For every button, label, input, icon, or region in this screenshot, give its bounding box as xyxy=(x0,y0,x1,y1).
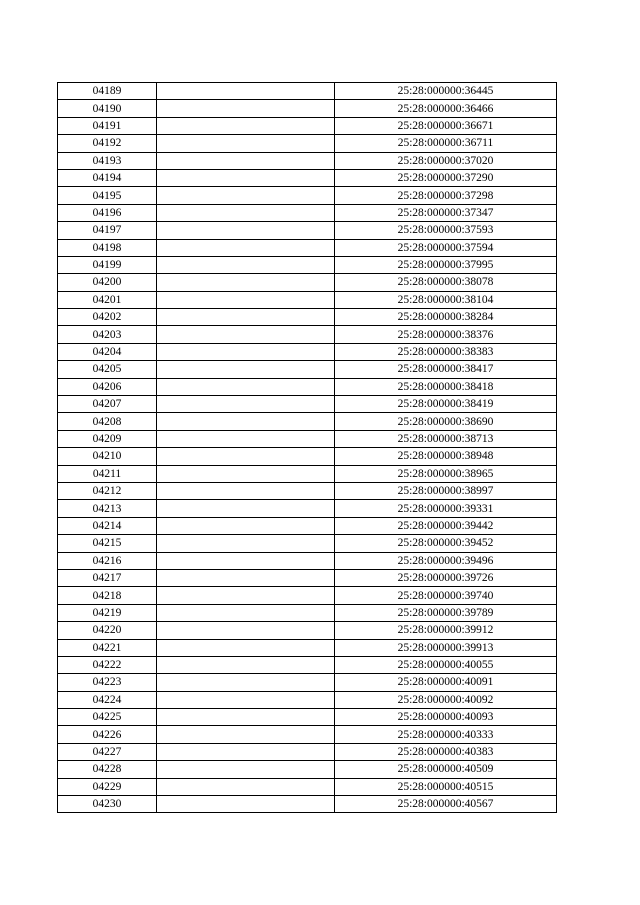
cadastral-number-cell: 25:28:000000:38419 xyxy=(335,396,557,413)
cadastral-number-cell: 25:28:000000:39913 xyxy=(335,639,557,656)
cadastral-number-cell: 25:28:000000:37298 xyxy=(335,187,557,204)
table-row xyxy=(58,761,557,778)
cadastral-number-cell: 25:28:000000:38104 xyxy=(335,291,557,308)
cadastral-number-cell: 25:28:000000:38690 xyxy=(335,413,557,430)
table-row xyxy=(58,187,557,204)
cadastral-number-cell: 25:28:000000:39496 xyxy=(335,552,557,569)
cadastral-number-cell: 25:28:000000:37594 xyxy=(335,239,557,256)
row-number-cell: 04199 xyxy=(58,256,157,273)
cadastral-number-cell: 25:28:000000:36445 xyxy=(335,83,557,100)
name-cell xyxy=(157,448,335,465)
row-number-cell: 04193 xyxy=(58,152,157,169)
table-row xyxy=(58,83,557,100)
table-row xyxy=(58,778,557,795)
row-number-cell: 04205 xyxy=(58,361,157,378)
cadastral-number-cell: 25:28:000000:40567 xyxy=(335,796,557,813)
cadastral-number-cell: 25:28:000000:39442 xyxy=(335,517,557,534)
cadastral-number-cell: 25:28:000000:37593 xyxy=(335,222,557,239)
row-number-cell: 04208 xyxy=(58,413,157,430)
row-number-cell: 04192 xyxy=(58,135,157,152)
row-number-cell: 04206 xyxy=(58,378,157,395)
table-row xyxy=(58,169,557,186)
row-number-cell: 04194 xyxy=(58,169,157,186)
table-row xyxy=(58,656,557,673)
table-row xyxy=(58,117,557,134)
name-cell xyxy=(157,691,335,708)
cadastral-number-cell: 25:28:000000:37020 xyxy=(335,152,557,169)
name-cell xyxy=(157,709,335,726)
row-number-cell: 04213 xyxy=(58,500,157,517)
row-number-cell: 04212 xyxy=(58,482,157,499)
table-row xyxy=(58,135,557,152)
cadastral-number-cell: 25:28:000000:40093 xyxy=(335,709,557,726)
cadastral-number-cell: 25:28:000000:36671 xyxy=(335,117,557,134)
name-cell xyxy=(157,343,335,360)
name-cell xyxy=(157,169,335,186)
table-row xyxy=(58,465,557,482)
cadastral-number-cell: 25:28:000000:40333 xyxy=(335,726,557,743)
row-number-cell: 04190 xyxy=(58,100,157,117)
table-row xyxy=(58,204,557,221)
row-number-cell: 04230 xyxy=(58,796,157,813)
table-row xyxy=(58,569,557,586)
row-number-cell: 04198 xyxy=(58,239,157,256)
table-row xyxy=(58,222,557,239)
table-row xyxy=(58,796,557,813)
cadastral-number-cell: 25:28:000000:39912 xyxy=(335,622,557,639)
name-cell xyxy=(157,187,335,204)
row-number-cell: 04216 xyxy=(58,552,157,569)
row-number-cell: 04195 xyxy=(58,187,157,204)
name-cell xyxy=(157,100,335,117)
table-row xyxy=(58,743,557,760)
table-row xyxy=(58,482,557,499)
name-cell xyxy=(157,117,335,134)
row-number-cell: 04211 xyxy=(58,465,157,482)
cadastral-number-cell: 25:28:000000:38417 xyxy=(335,361,557,378)
row-number-cell: 04218 xyxy=(58,587,157,604)
row-number-cell: 04210 xyxy=(58,448,157,465)
cadastral-number-cell: 25:28:000000:38376 xyxy=(335,326,557,343)
name-cell xyxy=(157,256,335,273)
row-number-cell: 04219 xyxy=(58,604,157,621)
cadastral-number-cell: 25:28:000000:38418 xyxy=(335,378,557,395)
cadastral-number-cell: 25:28:000000:40092 xyxy=(335,691,557,708)
name-cell xyxy=(157,326,335,343)
name-cell xyxy=(157,465,335,482)
table-row xyxy=(58,430,557,447)
row-number-cell: 04203 xyxy=(58,326,157,343)
table-row xyxy=(58,274,557,291)
row-number-cell: 04225 xyxy=(58,709,157,726)
table-row xyxy=(58,378,557,395)
name-cell xyxy=(157,413,335,430)
cadastral-number-cell: 25:28:000000:37290 xyxy=(335,169,557,186)
row-number-cell: 04226 xyxy=(58,726,157,743)
name-cell xyxy=(157,517,335,534)
cadastral-number-cell: 25:28:000000:40509 xyxy=(335,761,557,778)
name-cell xyxy=(157,204,335,221)
name-cell xyxy=(157,396,335,413)
name-cell xyxy=(157,152,335,169)
row-number-cell: 04222 xyxy=(58,656,157,673)
row-number-cell: 04224 xyxy=(58,691,157,708)
row-number-cell: 04191 xyxy=(58,117,157,134)
table-row xyxy=(58,587,557,604)
table-row xyxy=(58,604,557,621)
row-number-cell: 04189 xyxy=(58,83,157,100)
cadastral-number-cell: 25:28:000000:38965 xyxy=(335,465,557,482)
name-cell xyxy=(157,639,335,656)
cadastral-number-cell: 25:28:000000:38078 xyxy=(335,274,557,291)
name-cell xyxy=(157,378,335,395)
row-number-cell: 04201 xyxy=(58,291,157,308)
table-row xyxy=(58,256,557,273)
cadastral-number-cell: 25:28:000000:39452 xyxy=(335,535,557,552)
name-cell xyxy=(157,796,335,813)
table-row xyxy=(58,622,557,639)
row-number-cell: 04196 xyxy=(58,204,157,221)
row-number-cell: 04217 xyxy=(58,569,157,586)
name-cell xyxy=(157,622,335,639)
row-number-cell: 04214 xyxy=(58,517,157,534)
name-cell xyxy=(157,535,335,552)
cadastral-number-cell: 25:28:000000:38997 xyxy=(335,482,557,499)
cadastral-number-cell: 25:28:000000:38713 xyxy=(335,430,557,447)
row-number-cell: 04215 xyxy=(58,535,157,552)
table-row xyxy=(58,639,557,656)
row-number-cell: 04200 xyxy=(58,274,157,291)
row-number-cell: 04207 xyxy=(58,396,157,413)
row-number-cell: 04229 xyxy=(58,778,157,795)
row-number-cell: 04223 xyxy=(58,674,157,691)
cadastral-number-cell: 25:28:000000:40383 xyxy=(335,743,557,760)
table-row xyxy=(58,535,557,552)
table-row xyxy=(58,309,557,326)
name-cell xyxy=(157,482,335,499)
row-number-cell: 04204 xyxy=(58,343,157,360)
table-row xyxy=(58,361,557,378)
table-row xyxy=(58,691,557,708)
table-row xyxy=(58,517,557,534)
name-cell xyxy=(157,500,335,517)
name-cell xyxy=(157,309,335,326)
name-cell xyxy=(157,291,335,308)
table-row xyxy=(58,152,557,169)
cadastral-number-cell: 25:28:000000:38383 xyxy=(335,343,557,360)
registry-table-body xyxy=(58,83,557,813)
cadastral-number-cell: 25:28:000000:40055 xyxy=(335,656,557,673)
table-row xyxy=(58,726,557,743)
name-cell xyxy=(157,674,335,691)
name-cell xyxy=(157,656,335,673)
table-row xyxy=(58,709,557,726)
name-cell xyxy=(157,83,335,100)
row-number-cell: 04221 xyxy=(58,639,157,656)
cadastral-number-cell: 25:28:000000:39789 xyxy=(335,604,557,621)
row-number-cell: 04202 xyxy=(58,309,157,326)
name-cell xyxy=(157,135,335,152)
name-cell xyxy=(157,569,335,586)
row-number-cell: 04209 xyxy=(58,430,157,447)
cadastral-number-cell: 25:28:000000:40091 xyxy=(335,674,557,691)
row-number-cell: 04228 xyxy=(58,761,157,778)
row-number-cell: 04220 xyxy=(58,622,157,639)
name-cell xyxy=(157,743,335,760)
name-cell xyxy=(157,778,335,795)
table-row xyxy=(58,326,557,343)
row-number-cell: 04227 xyxy=(58,743,157,760)
name-cell xyxy=(157,552,335,569)
table-row xyxy=(58,343,557,360)
cadastral-number-cell: 25:28:000000:38284 xyxy=(335,309,557,326)
table-row xyxy=(58,396,557,413)
cadastral-number-cell: 25:28:000000:39331 xyxy=(335,500,557,517)
name-cell xyxy=(157,726,335,743)
name-cell xyxy=(157,361,335,378)
name-cell xyxy=(157,587,335,604)
cadastral-number-cell: 25:28:000000:38948 xyxy=(335,448,557,465)
name-cell xyxy=(157,430,335,447)
name-cell xyxy=(157,239,335,256)
table-row xyxy=(58,291,557,308)
cadastral-number-cell: 25:28:000000:37995 xyxy=(335,256,557,273)
cadastral-number-cell: 25:28:000000:40515 xyxy=(335,778,557,795)
table-row xyxy=(58,239,557,256)
table-row xyxy=(58,413,557,430)
registry-table xyxy=(57,82,557,813)
name-cell xyxy=(157,274,335,291)
table-row xyxy=(58,500,557,517)
cadastral-number-cell: 25:28:000000:36466 xyxy=(335,100,557,117)
cadastral-number-cell: 25:28:000000:39740 xyxy=(335,587,557,604)
name-cell xyxy=(157,222,335,239)
table-row xyxy=(58,674,557,691)
row-number-cell: 04197 xyxy=(58,222,157,239)
cadastral-number-cell: 25:28:000000:39726 xyxy=(335,569,557,586)
cadastral-number-cell: 25:28:000000:37347 xyxy=(335,204,557,221)
table-row xyxy=(58,100,557,117)
table-row xyxy=(58,448,557,465)
table-row xyxy=(58,552,557,569)
cadastral-number-cell: 25:28:000000:36711 xyxy=(335,135,557,152)
name-cell xyxy=(157,761,335,778)
name-cell xyxy=(157,604,335,621)
